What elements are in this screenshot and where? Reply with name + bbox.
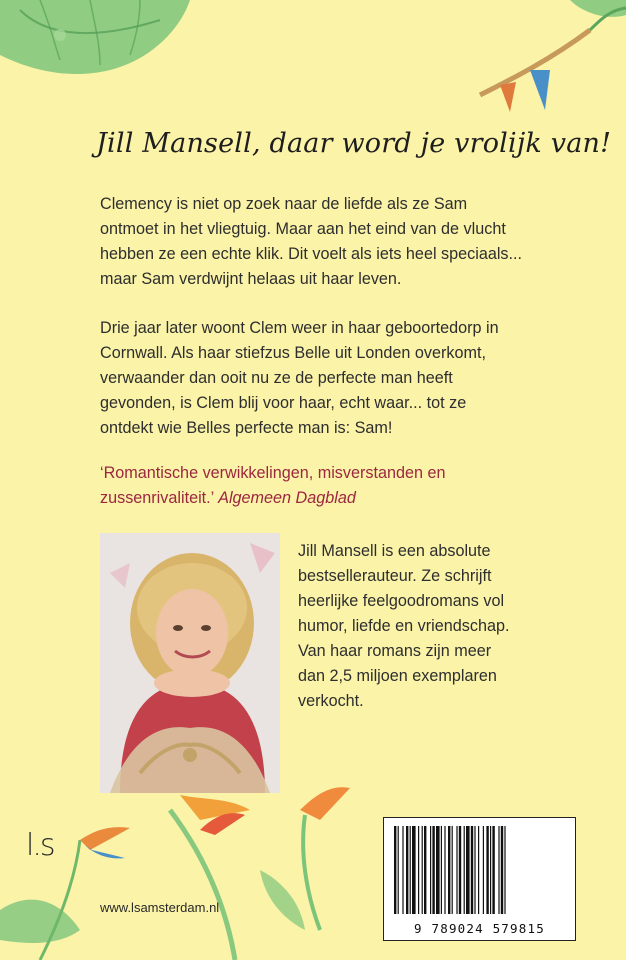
barcode-bar xyxy=(456,826,457,914)
review-quote xyxy=(100,461,580,511)
barcode-bar xyxy=(501,826,503,914)
barcode-bar xyxy=(486,826,488,914)
barcode-bar xyxy=(418,826,419,914)
text-line: ontdekt wie Belles perfecte man is: Sam! xyxy=(100,419,393,437)
text-line: Cornwall. Als haar stiefzus Belle uit Londen overkomt, xyxy=(100,344,486,362)
author-photo xyxy=(100,533,280,793)
barcode-bar xyxy=(492,826,494,914)
tagline: Jill Mansell, daar word je vrolijk van! xyxy=(96,128,612,159)
barcode-bar xyxy=(430,826,431,914)
barcode-bar xyxy=(452,826,453,914)
text-line: verkocht. xyxy=(298,692,364,710)
barcode-bar xyxy=(474,826,475,914)
text-line: verwaander dan ooit nu ze de perfecte man heeft xyxy=(100,369,453,387)
text-line: Jill Mansell is een absolute xyxy=(298,542,491,560)
text-line: maar Sam verdwijnt helaas uit haar leven. xyxy=(100,270,402,288)
publisher-website[interactable]: www.lsamsterdam.nl xyxy=(100,900,220,915)
barcode-bar xyxy=(478,826,479,914)
barcode-bar xyxy=(444,826,445,914)
barcode-bar xyxy=(422,826,423,914)
text-line: Drie jaar later woont Clem weer in haar geboortedorp in xyxy=(100,319,499,337)
quote-source: Algemeen Dagblad xyxy=(218,489,356,507)
barcode-bar xyxy=(490,826,491,914)
text-line: dan 2,5 miljoen exemplaren xyxy=(298,667,497,685)
barcode-bars xyxy=(392,826,567,918)
barcode-bar xyxy=(410,826,411,914)
quote-text: zussenrivaliteit.’ xyxy=(100,489,214,507)
barcode-bar xyxy=(394,826,396,914)
text-line: bestsellerauteur. Ze schrijft xyxy=(298,567,492,585)
leaf-decoration-top-left xyxy=(0,0,200,100)
barcode-bar xyxy=(464,826,465,914)
publisher-logo: l.s xyxy=(26,828,54,863)
barcode-bar xyxy=(412,826,416,914)
barcode-bar xyxy=(441,826,442,914)
barcode-bar xyxy=(459,826,461,914)
barcode-bar xyxy=(432,826,434,914)
barcode-bar xyxy=(483,826,484,914)
barcode-bar xyxy=(498,826,499,914)
barcode-bar xyxy=(504,826,505,914)
summary-paragraph-1 xyxy=(100,192,580,292)
summary-paragraph-2 xyxy=(100,316,580,441)
quote-line-2 xyxy=(100,486,580,511)
barcode-bar xyxy=(398,826,399,914)
barcode-bar xyxy=(466,826,470,914)
isbn-barcode xyxy=(383,817,576,941)
text-line: heerlijke feelgoodromans vol xyxy=(298,592,505,610)
barcode-bar xyxy=(448,826,450,914)
text-line: gevonden, is Clem blij voor haar, echt waar... tot ze xyxy=(100,394,467,412)
text-line: ontmoet in het vliegtuig. Maar aan het eind van de vlucht xyxy=(100,220,506,238)
isbn-number: 9 789024 579815 xyxy=(414,921,545,936)
barcode-bar xyxy=(424,826,426,914)
text-line: Van haar romans zijn meer xyxy=(298,642,492,660)
text-line: hebben ze een echte klik. Dit voelt als iets heel speciaals... xyxy=(100,245,523,263)
text-line: Clemency is niet op zoek naar de liefde als ze Sam xyxy=(100,195,468,213)
barcode-bar xyxy=(402,826,403,914)
flower-decoration-top-right xyxy=(470,0,626,115)
barcode-bar xyxy=(471,826,473,914)
text-line: humor, liefde en vriendschap. xyxy=(298,617,510,635)
barcode-bar xyxy=(406,826,408,914)
barcode-bar xyxy=(436,826,440,914)
author-bio xyxy=(298,539,578,714)
quote-line: ‘Romantische verwikkelingen, misverstanden en xyxy=(100,464,446,482)
plant-decoration-bottom xyxy=(0,770,380,960)
